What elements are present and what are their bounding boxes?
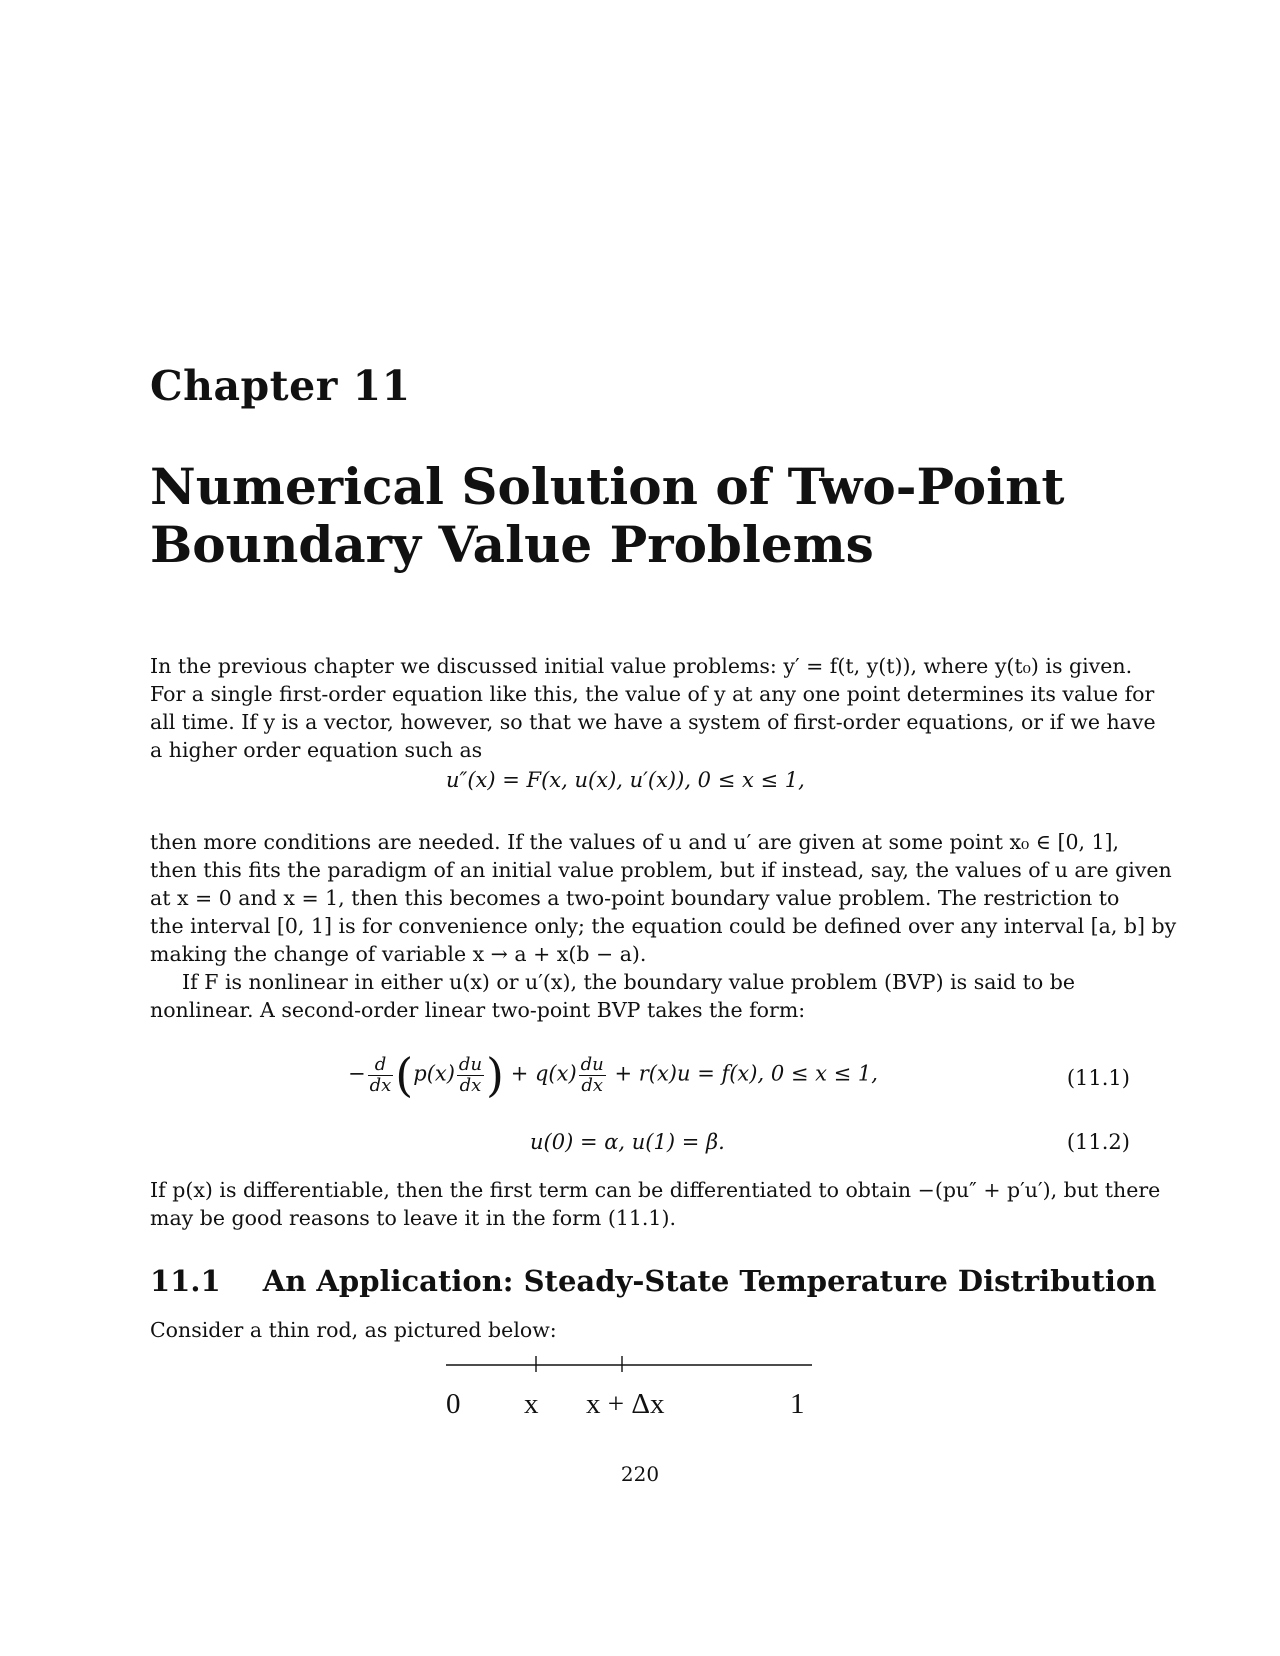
numerator: du bbox=[458, 1053, 483, 1075]
paragraph-line: all time. If y is a vector, however, so that we have a system of first-order equations, or if we have bbox=[150, 710, 1156, 734]
section-number: 11.1 bbox=[150, 1264, 221, 1298]
equation-body: u″(x) = F(x, u(x), u′(x)), 0 ≤ x ≤ 1, bbox=[446, 768, 805, 792]
paragraph-line: the interval [0, 1] is for convenience only; the equation could be defined over any interval [a, b] by bbox=[150, 914, 1177, 938]
paragraph-line: then more conditions are needed. If the values of u and u′ are given at some point x₀ ∈ [0, 1], bbox=[150, 830, 1120, 854]
paragraph-line: If F is nonlinear in either u(x) or u′(x), the boundary value problem (BVP) is said to be bbox=[182, 970, 1076, 994]
chapter-label: Chapter 11 bbox=[150, 362, 411, 410]
eq-p-of-x: p(x) bbox=[413, 1061, 455, 1086]
paragraph-line: nonlinear. A second-order linear two-point BVP takes the form: bbox=[150, 998, 806, 1022]
paragraph-line: Consider a thin rod, as pictured below: bbox=[150, 1318, 557, 1342]
denominator: dx bbox=[459, 1074, 482, 1096]
paragraph-line: a higher order equation such as bbox=[150, 738, 483, 762]
fraction-d-dx bbox=[368, 1055, 394, 1096]
equation-11-2 bbox=[150, 1130, 1130, 1164]
equation-body bbox=[348, 1048, 878, 1102]
paragraph-line: may be good reasons to leave it in the form (11.1). bbox=[150, 1206, 676, 1230]
equation-number: (11.1) bbox=[1066, 1066, 1130, 1090]
chapter-title-line: Boundary Value Problems bbox=[150, 515, 874, 574]
equation-11-1 bbox=[150, 1048, 1130, 1114]
fraction-du-dx bbox=[457, 1055, 484, 1096]
intro-paragraph-1 bbox=[150, 652, 1156, 764]
right-paren: ) bbox=[486, 1048, 504, 1102]
rod-diagram bbox=[446, 1352, 826, 1382]
label-one: 1 bbox=[790, 1388, 805, 1420]
page-number: 220 bbox=[620, 1462, 660, 1486]
equation-number: (11.2) bbox=[1066, 1130, 1130, 1154]
thin-rod-figure bbox=[446, 1352, 826, 1422]
chapter-title bbox=[150, 458, 1065, 574]
eq-rest: + r(x)u = f(x), 0 ≤ x ≤ 1, bbox=[614, 1061, 878, 1086]
paragraph-line: If p(x) is differentiable, then the first term can be differentiated to obtain −(pu″ + p′u′), but there bbox=[150, 1178, 1161, 1202]
label-zero: 0 bbox=[446, 1388, 461, 1420]
eq-minus: − bbox=[348, 1061, 366, 1086]
section-intro bbox=[150, 1316, 1130, 1344]
label-x-plus-delta-x: x + Δx bbox=[586, 1388, 665, 1420]
paragraph-line: then this fits the paradigm of an initial value problem, but if instead, say, the values of u are given bbox=[150, 858, 1172, 882]
equation-body: u(0) = α, u(1) = β. bbox=[530, 1130, 725, 1154]
label-x: x bbox=[524, 1388, 539, 1420]
left-paren: ( bbox=[395, 1048, 414, 1102]
denominator: dx bbox=[369, 1074, 392, 1096]
paragraph-line: making the change of variable x → a + x(b − a). bbox=[150, 942, 647, 966]
numerator: du bbox=[580, 1053, 604, 1075]
section-heading bbox=[150, 1264, 1156, 1298]
section-title: An Application: Steady-State Temperature Distribution bbox=[262, 1264, 1157, 1298]
paragraph-line: For a single first-order equation like this, the value of y at any one point determines its value for bbox=[150, 682, 1155, 706]
fraction-du-dx bbox=[579, 1055, 606, 1096]
chapter-title-line: Numerical Solution of Two-Point bbox=[150, 457, 1065, 516]
display-equation bbox=[150, 768, 1130, 802]
intro-paragraph-4 bbox=[150, 1176, 1161, 1232]
paragraph-line: at x = 0 and x = 1, then this becomes a two-point boundary value problem. The restriction to bbox=[150, 886, 1120, 910]
eq-plus-q: + q(x) bbox=[510, 1061, 577, 1086]
intro-paragraph-2 bbox=[150, 828, 1177, 968]
paragraph-line: In the previous chapter we discussed initial value problems: y′ = f(t, y(t)), where y(t₀) is given. bbox=[150, 654, 1133, 678]
intro-paragraph-3 bbox=[150, 968, 1130, 1024]
denominator: dx bbox=[581, 1074, 604, 1096]
numerator: d bbox=[368, 1055, 394, 1076]
